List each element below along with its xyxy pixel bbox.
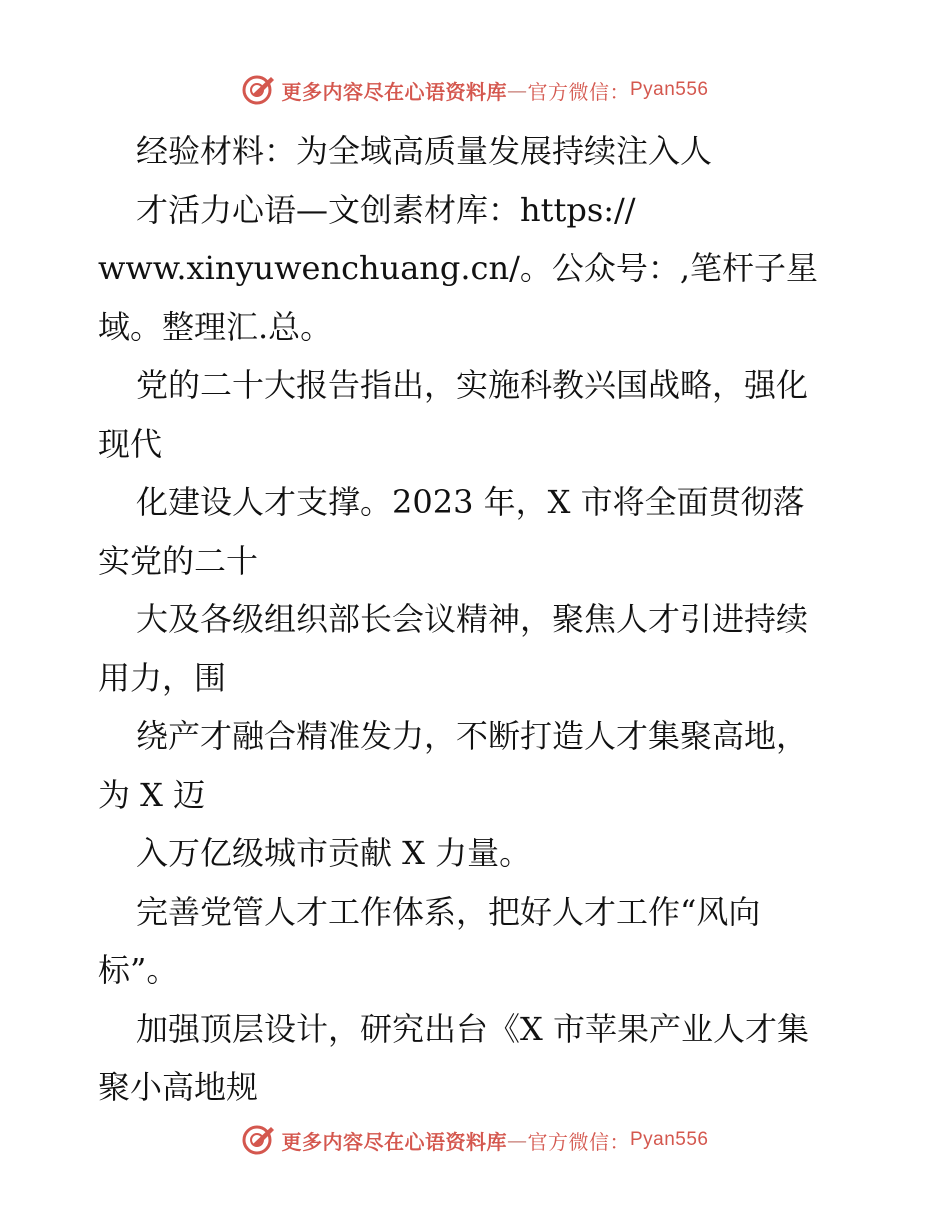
footer-separator: —	[506, 1128, 528, 1152]
body-line: 加强顶层设计，研究出台《X 市苹果产业人才集	[136, 1009, 809, 1048]
body-line: 聚小高地规	[98, 1068, 259, 1106]
body-line: 化建设人才支撑。2023 年，X 市将全面贯彻落	[136, 483, 805, 521]
body-line: 绕产才融合精准发力，不断打造人才集聚高地，	[136, 717, 809, 755]
body-line: 域。整理汇.总。	[98, 307, 333, 346]
body-line: 标”。	[98, 951, 179, 989]
body-line: 实党的二十	[98, 541, 259, 580]
footer-contact-label: 官方微信：	[527, 1129, 630, 1154]
header-separator: —	[506, 78, 528, 102]
body-line: 现代	[98, 424, 163, 463]
body-line: 用力，围	[98, 658, 227, 697]
footer-banner	[0, 1120, 950, 1160]
body-line: 经验材料：为全域高质量发展持续注入人	[136, 132, 713, 170]
header-contact-label: 官方微信：	[527, 79, 630, 104]
body-line: 为 X 迈	[98, 775, 206, 814]
body-line: 入万亿级城市贡献 X 力量。	[136, 834, 532, 872]
header-site-name: 更多内容尽在心语资料库	[281, 79, 507, 104]
body-line: www.xinyuwenchuang.cn/。公众号：,笔杆子星	[98, 249, 819, 287]
pen-nib-logo-icon	[241, 72, 277, 108]
document-body	[98, 122, 858, 1117]
footer-contact-id: Pyan556	[629, 1129, 709, 1150]
pen-nib-logo-icon	[241, 1122, 277, 1158]
body-line: 大及各级组织部长会议精神，聚焦人才引进持续	[136, 600, 809, 638]
footer-site-name: 更多内容尽在心语资料库	[281, 1129, 507, 1154]
body-line: 才活力心语—文创素材库：https://	[136, 190, 636, 229]
header-banner	[0, 70, 950, 110]
header-contact-id: Pyan556	[629, 79, 709, 100]
body-line: 完善党管人才工作体系，把好人才工作“风向	[136, 892, 761, 931]
body-line: 党的二十大报告指出，实施科教兴国战略，强化	[136, 366, 809, 404]
